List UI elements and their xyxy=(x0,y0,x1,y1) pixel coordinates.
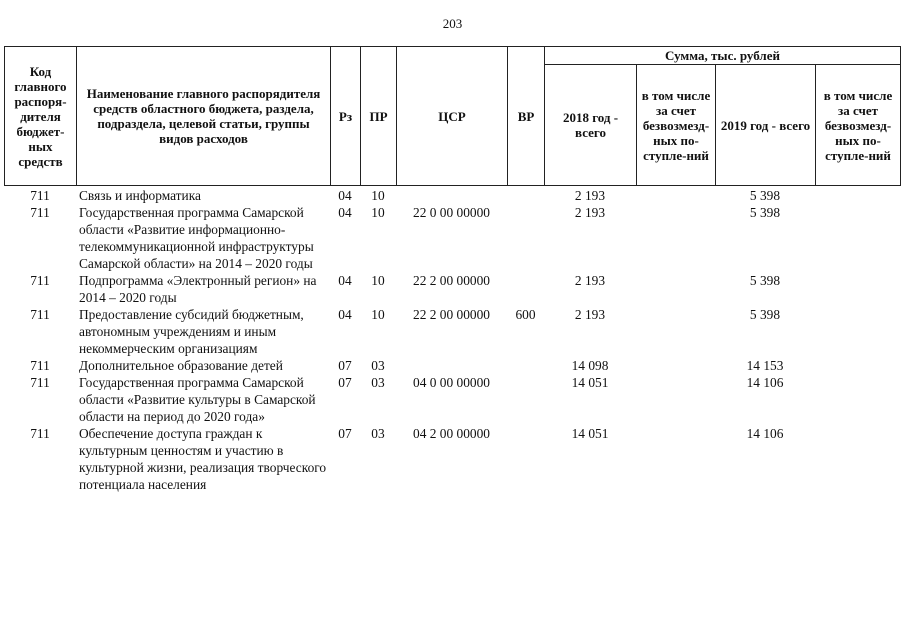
cell-rz: 04 xyxy=(338,273,352,288)
cell-free-2019 xyxy=(815,374,900,425)
cell-csr xyxy=(396,187,507,204)
header-pr: ПР xyxy=(361,47,397,186)
cell-csr: 04 2 00 00000 xyxy=(413,426,490,441)
cell-sum-2018: 14 098 xyxy=(571,358,609,373)
header-sum-group: Сумма, тыс. рублей xyxy=(545,47,901,65)
header-vr: ВР xyxy=(508,47,545,186)
cell-csr: 22 2 00 00000 xyxy=(413,273,490,288)
cell-rz: 04 xyxy=(338,307,352,322)
cell-sum-2018: 14 051 xyxy=(571,426,609,441)
cell-name: Предоставление субсидий бюджетным, автономным учреждениям и иным некоммерческим организациям xyxy=(79,307,304,356)
table-row xyxy=(4,357,900,374)
cell-vr xyxy=(507,272,544,306)
cell-csr: 04 0 00 00000 xyxy=(413,375,490,390)
cell-sum-2018: 2 193 xyxy=(574,307,606,322)
cell-kod: 711 xyxy=(30,358,50,373)
table-row xyxy=(4,425,900,493)
budget-table-body xyxy=(4,187,900,493)
cell-name: Связь и информатика xyxy=(79,188,201,203)
cell-free-2018 xyxy=(636,306,715,357)
cell-kod: 711 xyxy=(30,205,50,220)
cell-pr: 10 xyxy=(371,205,385,220)
budget-table-header xyxy=(4,46,901,186)
table-row xyxy=(4,187,900,204)
table-row xyxy=(4,374,900,425)
header-csr: ЦСР xyxy=(397,47,508,186)
header-2018-total: 2018 год - всего xyxy=(545,65,637,186)
cell-sum-2019: 5 398 xyxy=(749,188,781,203)
cell-vr xyxy=(507,374,544,425)
cell-name: Обеспечение доступа граждан к культурным ценностям и участию в культурной жизни, реализация творческого потенциала населения xyxy=(79,426,327,492)
cell-rz: 07 xyxy=(338,358,352,373)
cell-rz: 04 xyxy=(338,205,352,220)
cell-sum-2019: 14 106 xyxy=(746,426,784,441)
cell-name: Государственная программа Самарской области «Развитие информационно-телекоммуникационной инфраструктуры Самарской области» на 2014 – 2020 годы xyxy=(79,205,314,271)
cell-kod: 711 xyxy=(30,188,50,203)
table-row xyxy=(4,306,900,357)
cell-free-2019 xyxy=(815,204,900,272)
cell-vr xyxy=(507,187,544,204)
cell-rz: 07 xyxy=(338,375,352,390)
cell-sum-2018: 2 193 xyxy=(574,273,606,288)
cell-free-2018 xyxy=(636,272,715,306)
cell-sum-2019: 14 153 xyxy=(746,358,784,373)
cell-csr: 22 2 00 00000 xyxy=(413,307,490,322)
cell-kod: 711 xyxy=(30,307,50,322)
cell-name: Государственная программа Самарской области «Развитие культуры в Самарской области на период до 2020 года» xyxy=(79,375,316,424)
cell-vr xyxy=(507,204,544,272)
cell-free-2018 xyxy=(636,374,715,425)
cell-csr: 22 0 00 00000 xyxy=(413,205,490,220)
cell-vr: 600 xyxy=(515,307,536,322)
cell-free-2018 xyxy=(636,204,715,272)
cell-free-2019 xyxy=(815,357,900,374)
cell-sum-2018: 2 193 xyxy=(574,188,606,203)
cell-pr: 10 xyxy=(371,307,385,322)
cell-vr xyxy=(507,357,544,374)
table-row xyxy=(4,272,900,306)
cell-sum-2019: 5 398 xyxy=(749,273,781,288)
cell-sum-2018: 2 193 xyxy=(574,205,606,220)
cell-kod: 711 xyxy=(30,375,50,390)
cell-kod: 711 xyxy=(30,273,50,288)
cell-name: Подпрограмма «Электронный регион» на 2014 – 2020 годы xyxy=(79,273,317,305)
header-2019-total: 2019 год - всего xyxy=(716,65,816,186)
cell-free-2018 xyxy=(636,357,715,374)
cell-free-2019 xyxy=(815,272,900,306)
cell-free-2018 xyxy=(636,425,715,493)
header-2018-free: в том числе за счет безвозмезд-ных по-ступле-ний xyxy=(637,65,716,186)
cell-sum-2019: 5 398 xyxy=(749,205,781,220)
page-number: 203 xyxy=(442,16,463,31)
cell-kod: 711 xyxy=(30,426,50,441)
cell-pr: 03 xyxy=(371,375,385,390)
cell-name: Дополнительное образование детей xyxy=(79,358,283,373)
header-name: Наименование главного распорядителя средств областного бюджета, раздела, подраздела, целевой статьи, группы видов расходов xyxy=(77,47,331,186)
cell-csr xyxy=(396,357,507,374)
cell-pr: 03 xyxy=(371,358,385,373)
cell-rz: 04 xyxy=(338,188,352,203)
cell-sum-2018: 14 051 xyxy=(571,375,609,390)
cell-pr: 10 xyxy=(371,273,385,288)
cell-sum-2019: 14 106 xyxy=(746,375,784,390)
header-kod: Код главного распоря-дителя бюджет-ных средств xyxy=(5,47,77,186)
cell-sum-2019: 5 398 xyxy=(749,307,781,322)
cell-rz: 07 xyxy=(338,426,352,441)
header-rz: Рз xyxy=(331,47,361,186)
cell-vr xyxy=(507,425,544,493)
cell-free-2019 xyxy=(815,187,900,204)
cell-free-2019 xyxy=(815,425,900,493)
cell-free-2019 xyxy=(815,306,900,357)
cell-free-2018 xyxy=(636,187,715,204)
table-row xyxy=(4,204,900,272)
table-rows xyxy=(4,187,900,493)
cell-pr: 10 xyxy=(371,188,385,203)
header-2019-free: в том числе за счет безвозмезд-ных по-ступле-ний xyxy=(816,65,901,186)
cell-pr: 03 xyxy=(371,426,385,441)
